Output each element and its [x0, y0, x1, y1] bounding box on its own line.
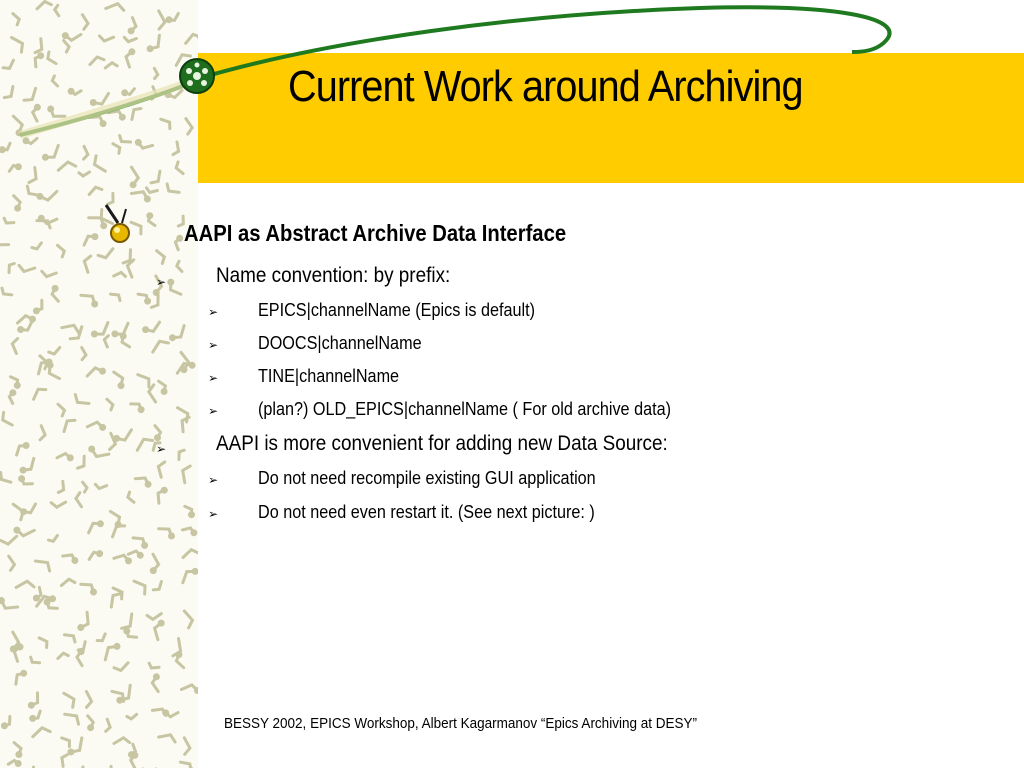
- arrow-bullet-icon: ➢: [208, 338, 219, 352]
- molecule-orb-icon: [178, 57, 216, 95]
- list-item: EPICS|channelName (Epics is default): [258, 300, 536, 320]
- slide-footer: BESSY 2002, EPICS Workshop, Albert Kagarmanov “Epics Archiving at DESY”: [224, 715, 697, 732]
- list-item: Name convention: by prefix:: [216, 264, 451, 287]
- arrow-bullet-icon: ➢: [208, 507, 219, 521]
- arrow-bullet-icon: ➢: [156, 442, 167, 456]
- arrow-bullet-icon: ➢: [208, 371, 219, 385]
- list-item: TINE|channelName: [258, 366, 400, 386]
- slide-title: Current Work around Archiving: [288, 62, 803, 111]
- section-heading: AAPI as Abstract Archive Data Interface: [184, 220, 567, 246]
- list-item: Do not need recompile existing GUI application: [258, 468, 596, 488]
- arrow-bullet-icon: ➢: [208, 305, 219, 319]
- arrow-bullet-icon: ➢: [208, 473, 219, 487]
- list-item: Do not need even restart it. (See next picture: ): [258, 502, 595, 522]
- arrow-bullet-icon: ➢: [156, 275, 167, 289]
- bug-bullet-icon: [100, 201, 140, 245]
- arrow-bullet-icon: ➢: [208, 404, 219, 418]
- list-item: AAPI is more convenient for adding new Data Source:: [216, 432, 668, 455]
- list-item: (plan?) OLD_EPICS|channelName ( For old archive data): [258, 399, 672, 419]
- list-item: DOOCS|channelName: [258, 333, 422, 353]
